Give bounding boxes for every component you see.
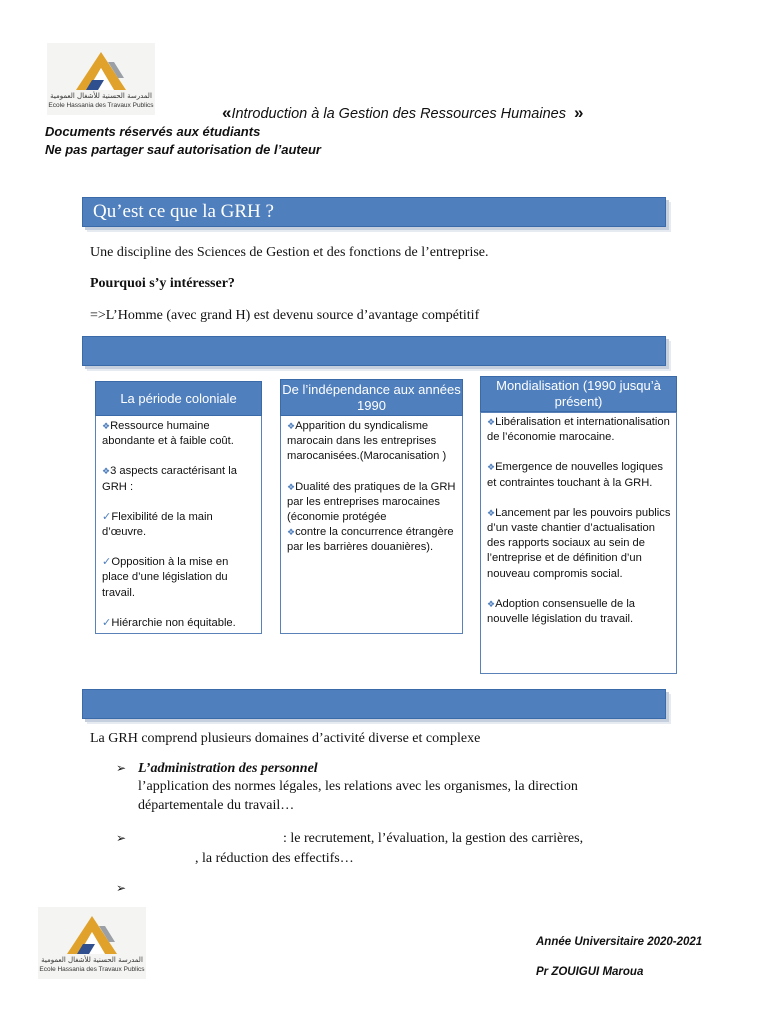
- period-item: ✓Opposition à la mise en place d’une législation du travail.: [102, 556, 229, 599]
- quote-close: »: [574, 103, 584, 122]
- period-column-independence: [280, 414, 463, 634]
- period-item: ❖Emergence de nouvelles logiques et contraintes touchant à la GRH.: [487, 461, 663, 489]
- domain-title: L’administration des personnel: [138, 761, 318, 776]
- period-item: ❖Libéralisation et internationalisation de l’économie marocaine.: [487, 416, 670, 444]
- period-item: ❖3 aspects caractérisant la GRH :: [102, 465, 237, 493]
- arrow-bullet-icon: ➢: [116, 881, 127, 895]
- period-heading-independence: De l’indépendance aux années 1990: [280, 379, 463, 416]
- section-heading-grh: Qu’est ce que la GRH ?: [82, 197, 666, 227]
- quote-open: «: [222, 103, 232, 122]
- domain-description: départementale du travail…: [138, 798, 295, 813]
- domain-bullet-management: [116, 831, 126, 847]
- domain-description: : le recrutement, l’évaluation, la gestion des carrières,: [283, 831, 584, 846]
- domain-description: , la réduction des effectifs…: [195, 851, 354, 866]
- grh-definition: Une discipline des Sciences de Gestion et des fonctions de l’entreprise.: [90, 245, 489, 260]
- school-logo: [47, 43, 155, 115]
- period-column-globalization: [480, 412, 677, 674]
- restriction-note-1: Documents réservés aux étudiants: [45, 124, 261, 139]
- period-item: ❖Adoption consensuelle de la nouvelle législation du travail.: [487, 597, 636, 626]
- logo-arabic-text: المدرسة الحسنية للأشغال العمومية: [50, 91, 152, 100]
- grh-question: Pourquoi s’y intéresser?: [90, 276, 235, 291]
- period-item: ❖Apparition du syndicalisme marocain dans les entreprises marocanisées.(Marocanisation ): [287, 420, 447, 463]
- restriction-note-2: Ne pas partager sauf autorisation de l’auteur: [45, 142, 321, 157]
- period-item: ❖Ressource humaine abondante et à faible coût.: [102, 420, 234, 448]
- document-title-text: Introduction à la Gestion des Ressources Humaines: [231, 106, 566, 122]
- school-logo-footer: [38, 907, 146, 979]
- arrow-bullet-icon: ➢: [116, 761, 127, 775]
- period-heading-colonial: La période coloniale: [95, 381, 262, 416]
- section-heading-history: [82, 336, 666, 366]
- period-column-colonial: [95, 414, 262, 634]
- period-item: ✓Hiérarchie non équitable.: [102, 616, 236, 629]
- domain-bullet-empty: [116, 881, 126, 897]
- period-item: ✓Flexibilité de la main d’œuvre.: [102, 510, 213, 539]
- logo-caption: Ecole Hassania des Travaux Publics: [48, 101, 154, 109]
- domain-bullet-administration: [116, 761, 318, 777]
- period-item: ❖Lancement par les pouvoirs publics d’un vaste chantier d’actualisation des rapports sociaux au sein de l’entreprise et de définition d’un nouveau compromis social.: [487, 506, 671, 580]
- author-name: Pr ZOUIGUI Maroua: [536, 966, 644, 978]
- domain-description: l’application des normes légales, les relations avec les organismes, la direction: [138, 779, 578, 794]
- grh-answer: =>L’Homme (avec grand H) est devenu source d’avantage compétitif: [90, 308, 480, 323]
- school-logo-icon: [74, 50, 128, 92]
- logo-arabic-text: المدرسة الحسنية للأشغال العمومية: [41, 955, 143, 964]
- document-title: [222, 103, 583, 123]
- section-heading-domains: [82, 689, 666, 719]
- logo-caption: Ecole Hassania des Travaux Publics: [39, 965, 145, 973]
- period-item: ❖Dualité des pratiques de la GRH par les entreprises marocaines (économie protégée: [287, 480, 456, 524]
- domains-intro: La GRH comprend plusieurs domaines d’activité diverse et complexe: [90, 731, 481, 746]
- period-item: ❖contre la concurrence étrangère par les barrières douanières).: [287, 526, 454, 554]
- period-heading-globalization: Mondialisation (1990 jusqu’à présent): [480, 376, 677, 412]
- arrow-bullet-icon: ➢: [116, 831, 127, 845]
- school-logo-icon: [65, 914, 119, 956]
- academic-year: Année Universitaire 2020-2021: [536, 936, 703, 948]
